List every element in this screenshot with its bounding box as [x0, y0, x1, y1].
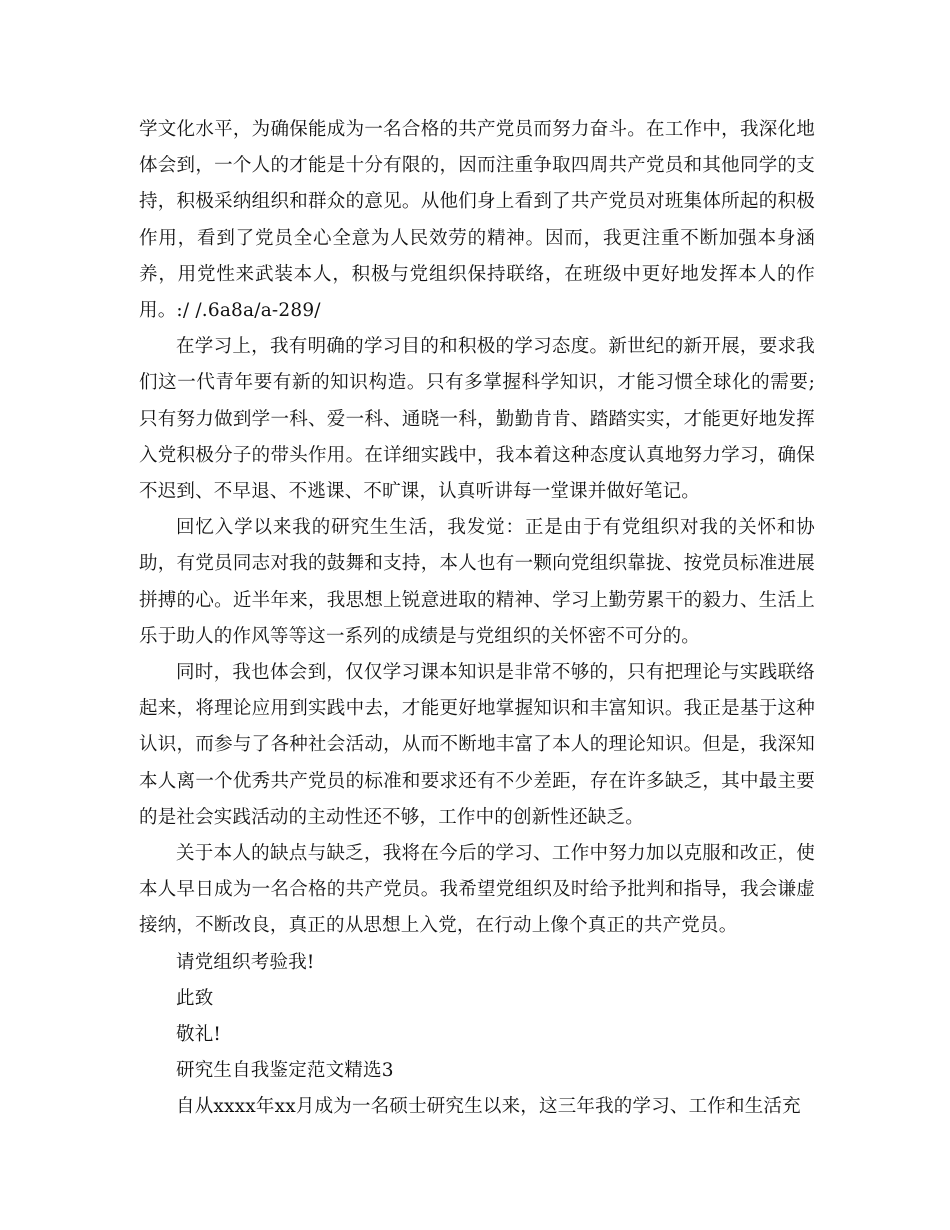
paragraph-study-attitude: 在学习上，我有明确的学习目的和积极的学习态度。新世纪的新开展，要求我们这一代青年要有新的知识构造。只有多掌握科学知识，才能习惯全球化的需要;只有努力做到学一科、爱一科、通晓一科，勤勤肯肯、踏踏实实，才能更好地发挥入党积极分子的带头作用。在详细实践中，我本着这种态度认真地努力学习，确保不迟到、不早退、不逃课、不旷课，认真听讲每一堂课并做好笔记。 [139, 336, 815, 503]
paragraph-shortcomings: 关于本人的缺点与缺乏，我将在今后的学习、工作中努力加以克服和改正，使本人早日成为一名合格的共产党员。我希望党组织及时给予批判和指导，我会谦虚接纳，不断改良，真正的从思想上入党，在行动上像个真正的共产党员。 [139, 843, 815, 937]
paragraph-graduate-life: 回忆入学以来我的研究生生活，我发觉：正是由于有党组织对我的关怀和协助，有党员同志对我的鼓舞和支持，本人也有一颗向党组织靠拢、按党员标准进展拼搏的心。近半年来，我思想上锐意进取的精神、学习上勤劳累干的毅力、生活上乐于助人的作风等等这一系列的成绩是与党组织的关怀密不可分的。 [139, 517, 815, 647]
paragraph-new-section-start: 自从xxxx年xx月成为一名硕士研究生以来，这三年我的学习、工作和生活充 [176, 1096, 801, 1118]
closing-salutation: 此致 [176, 987, 214, 1009]
closing-request: 请党组织考验我! [176, 951, 315, 973]
document-body [139, 112, 815, 1126]
section-heading: 研究生自我鉴定范文精选3 [176, 1060, 394, 1082]
paragraph-continuation: 学文化水平，为确保能成为一名合格的共产党员而努力奋斗。在工作中，我深化地体会到，一个人的才能是十分有限的，因而注重争取四周共产党员和其他同学的支持，积极采纳组织和群众的意见。从他们身上看到了共产党员对班集体所起的积极作用，看到了党员全心全意为人民效劳的精神。因而，我更注重不断加强本身涵养，用党性来武装本人，积极与党组织保持联络，在班级中更好地发挥本人的作用。:/ /.6a8a/a-289/ [139, 119, 815, 322]
paragraph-practice: 同时，我也体会到，仅仅学习课本知识是非常不够的，只有把理论与实践联络起来，将理论应用到实践中去，才能更好地掌握知识和丰富知识。我正是基于这种认识，而参与了各种社会活动，从而不断地丰富了本人的理论知识。但是，我深知本人离一个优秀共产党员的标准和要求还有不少差距，存在许多缺乏，其中最主要的是社会实践活动的主动性还不够，工作中的创新性还缺乏。 [139, 662, 815, 828]
closing-regards: 敬礼! [176, 1024, 222, 1046]
